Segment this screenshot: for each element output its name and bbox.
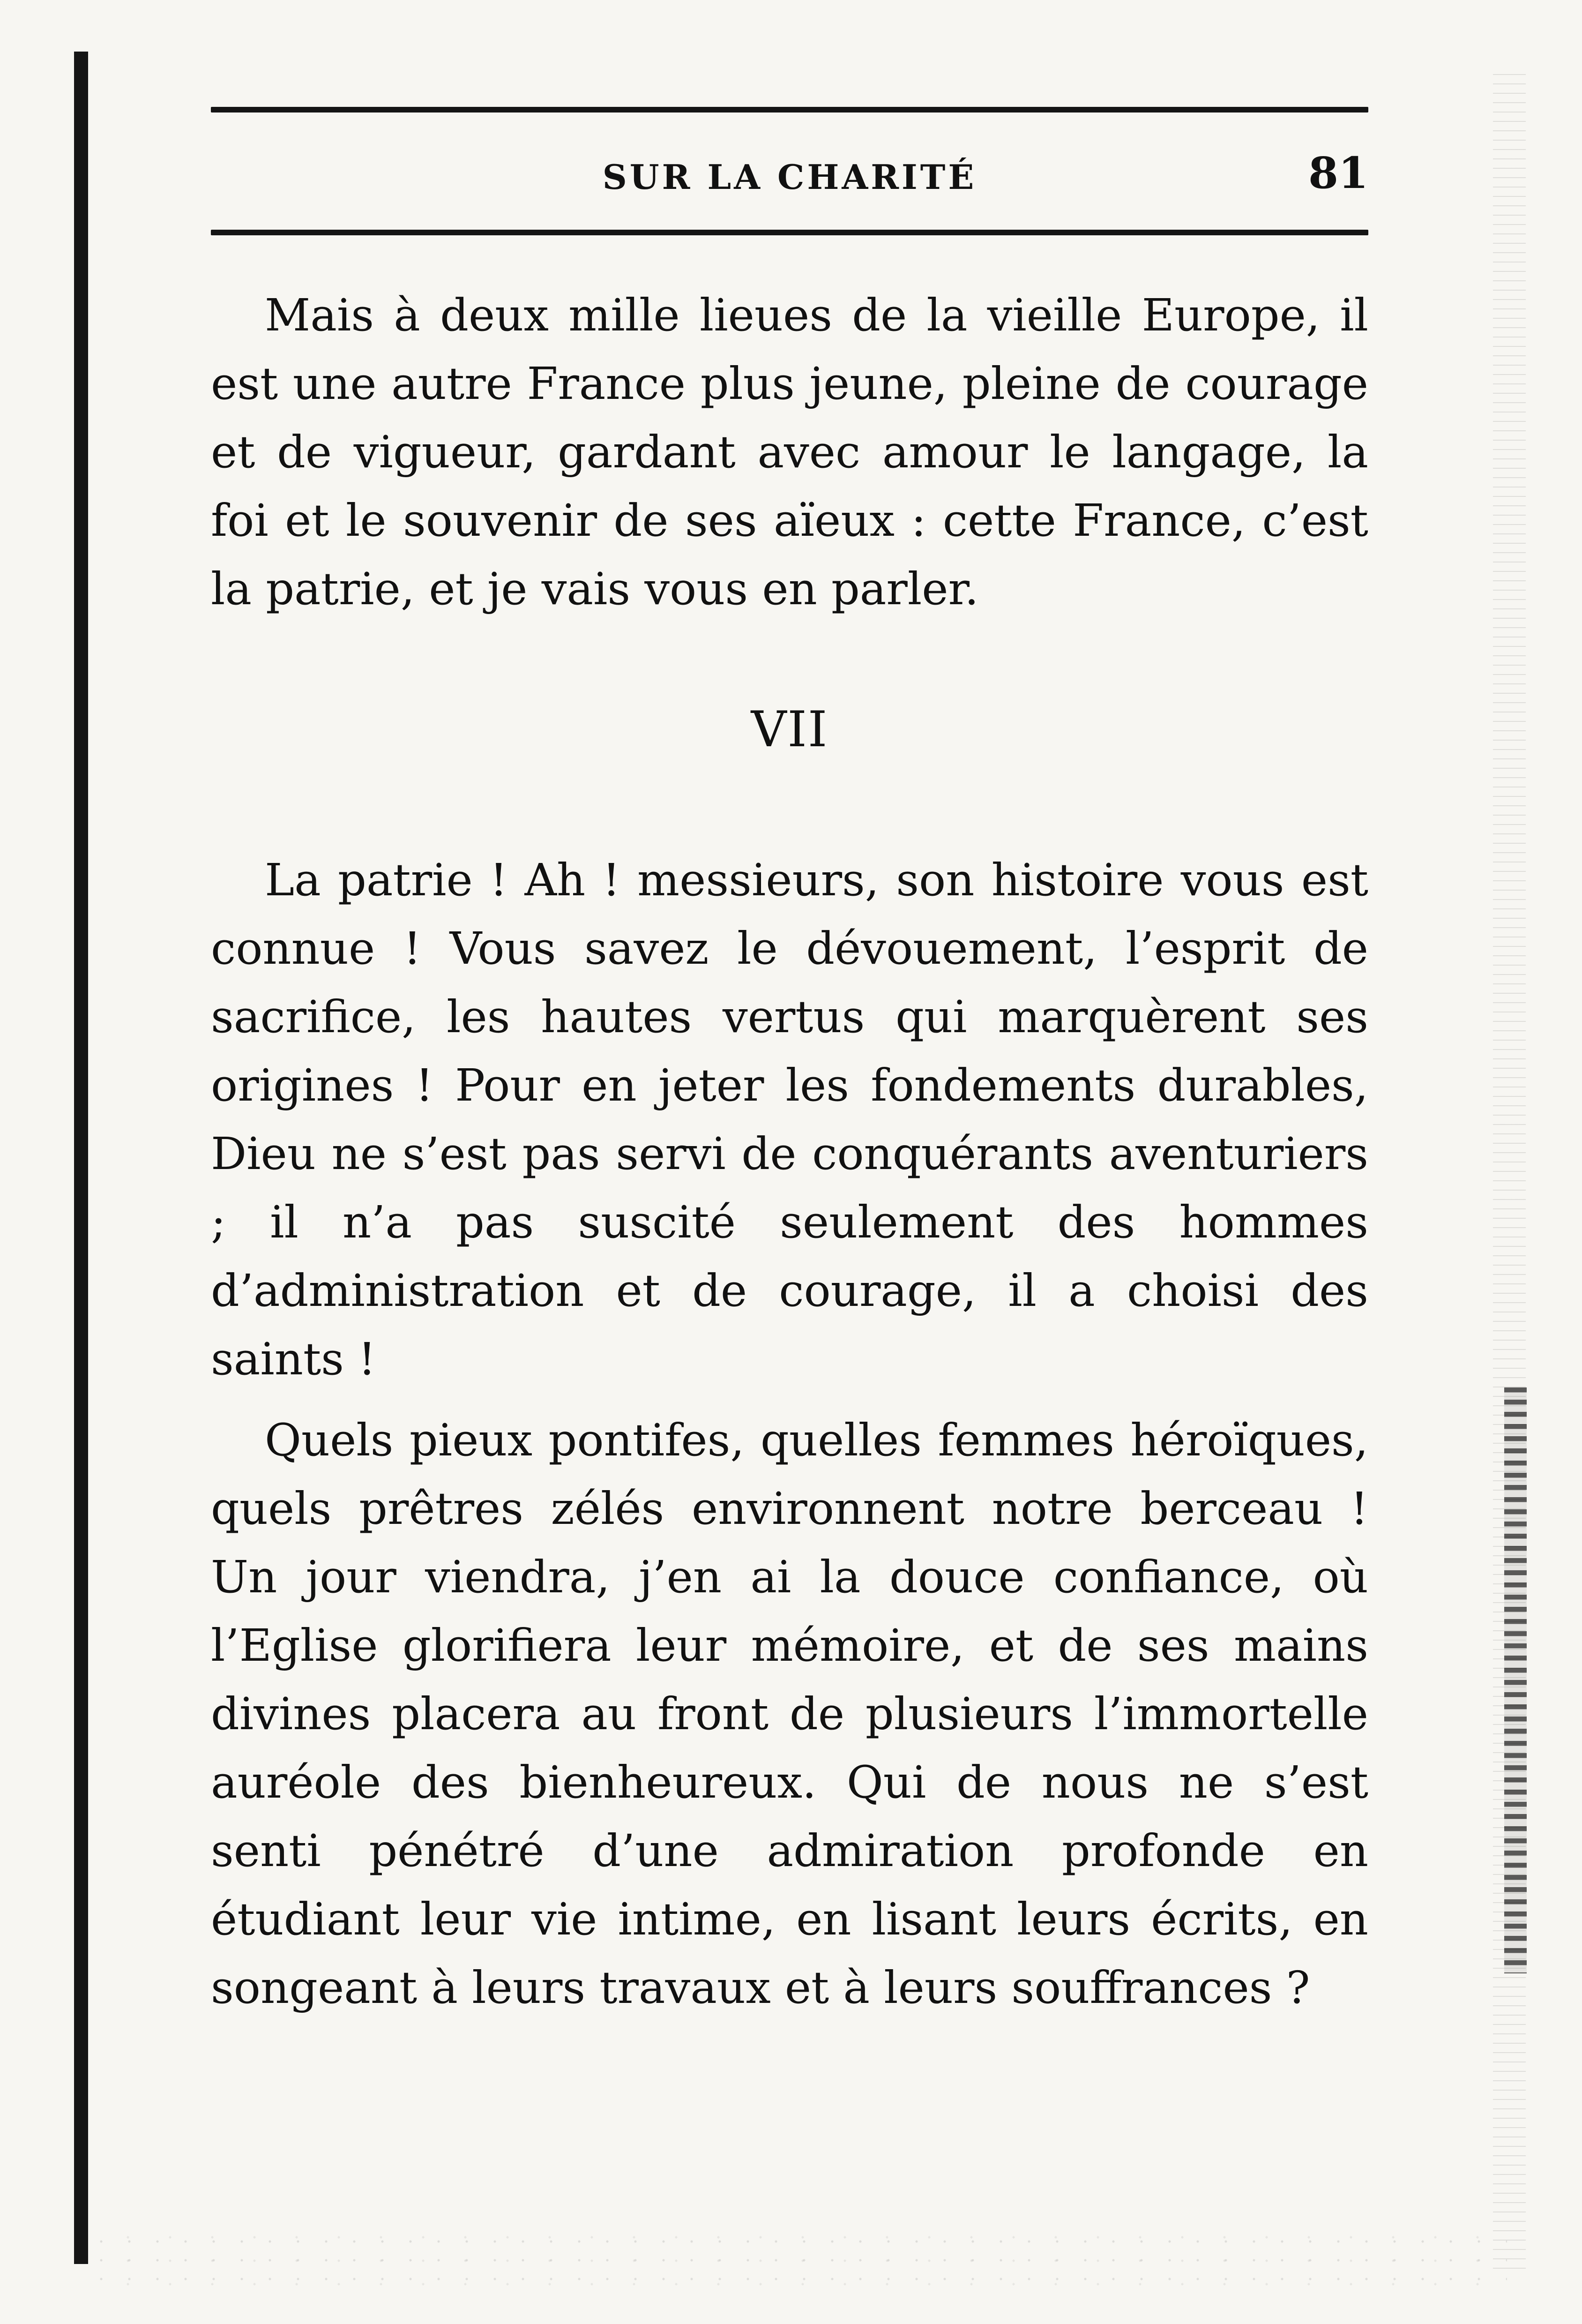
paragraph-1: [211, 281, 1368, 623]
scan-bottom-noise: [98, 2230, 1507, 2287]
page-number: 81: [1308, 148, 1368, 198]
paragraph-text: Mais à deux mille lieues de la vieille Europe, il est une autre France plus jeune, pleine de courage et de vigueur, gardant avec amour le langage, la foi et le souvenir de ses aïeux : cette France, c’est la patrie, et je vais vous en parler.: [211, 290, 1368, 615]
header-top-rule: [211, 107, 1368, 112]
section-heading: VII: [751, 701, 828, 758]
paragraph-text: Quels pieux pontifes, quelles femmes héroïques, quels prêtres zélés environnent notre berceau ! Un jour viendra, j’en ai la douce confiance, où l’Eglise glorifiera leur mémoire, et de ses mains divines placera au front de plusieurs l’immortelle auréole des bienheureux. Qui de nous ne s’est senti pénétré d’une admiration profonde en étudiant leur vie intime, en lisant leurs écrits, en songeant à leurs travaux et à leurs souffrances ?: [211, 1415, 1368, 2014]
paragraph-text: La patrie ! Ah ! messieurs, son histoire vous est connue ! Vous savez le dévouement, l’esprit de sacrifice, les hautes vertus qui marquèrent ses origines ! Pour en jeter les fondements durables, Dieu ne s’est pas servi de conquérants aventuriers ; il n’a pas suscité seulement des hommes d’administration et de courage, il a choisi des saints !: [211, 855, 1368, 1385]
running-title: SUR LA CHARITÉ: [602, 157, 977, 197]
paragraph-2: [211, 846, 1368, 1394]
header-bottom-rule: [211, 230, 1368, 235]
paragraph-3: [211, 1406, 1368, 2022]
running-header: [211, 148, 1368, 204]
scan-gutter-dark-noise: [1504, 1387, 1527, 1973]
binding-edge: [74, 52, 88, 2264]
